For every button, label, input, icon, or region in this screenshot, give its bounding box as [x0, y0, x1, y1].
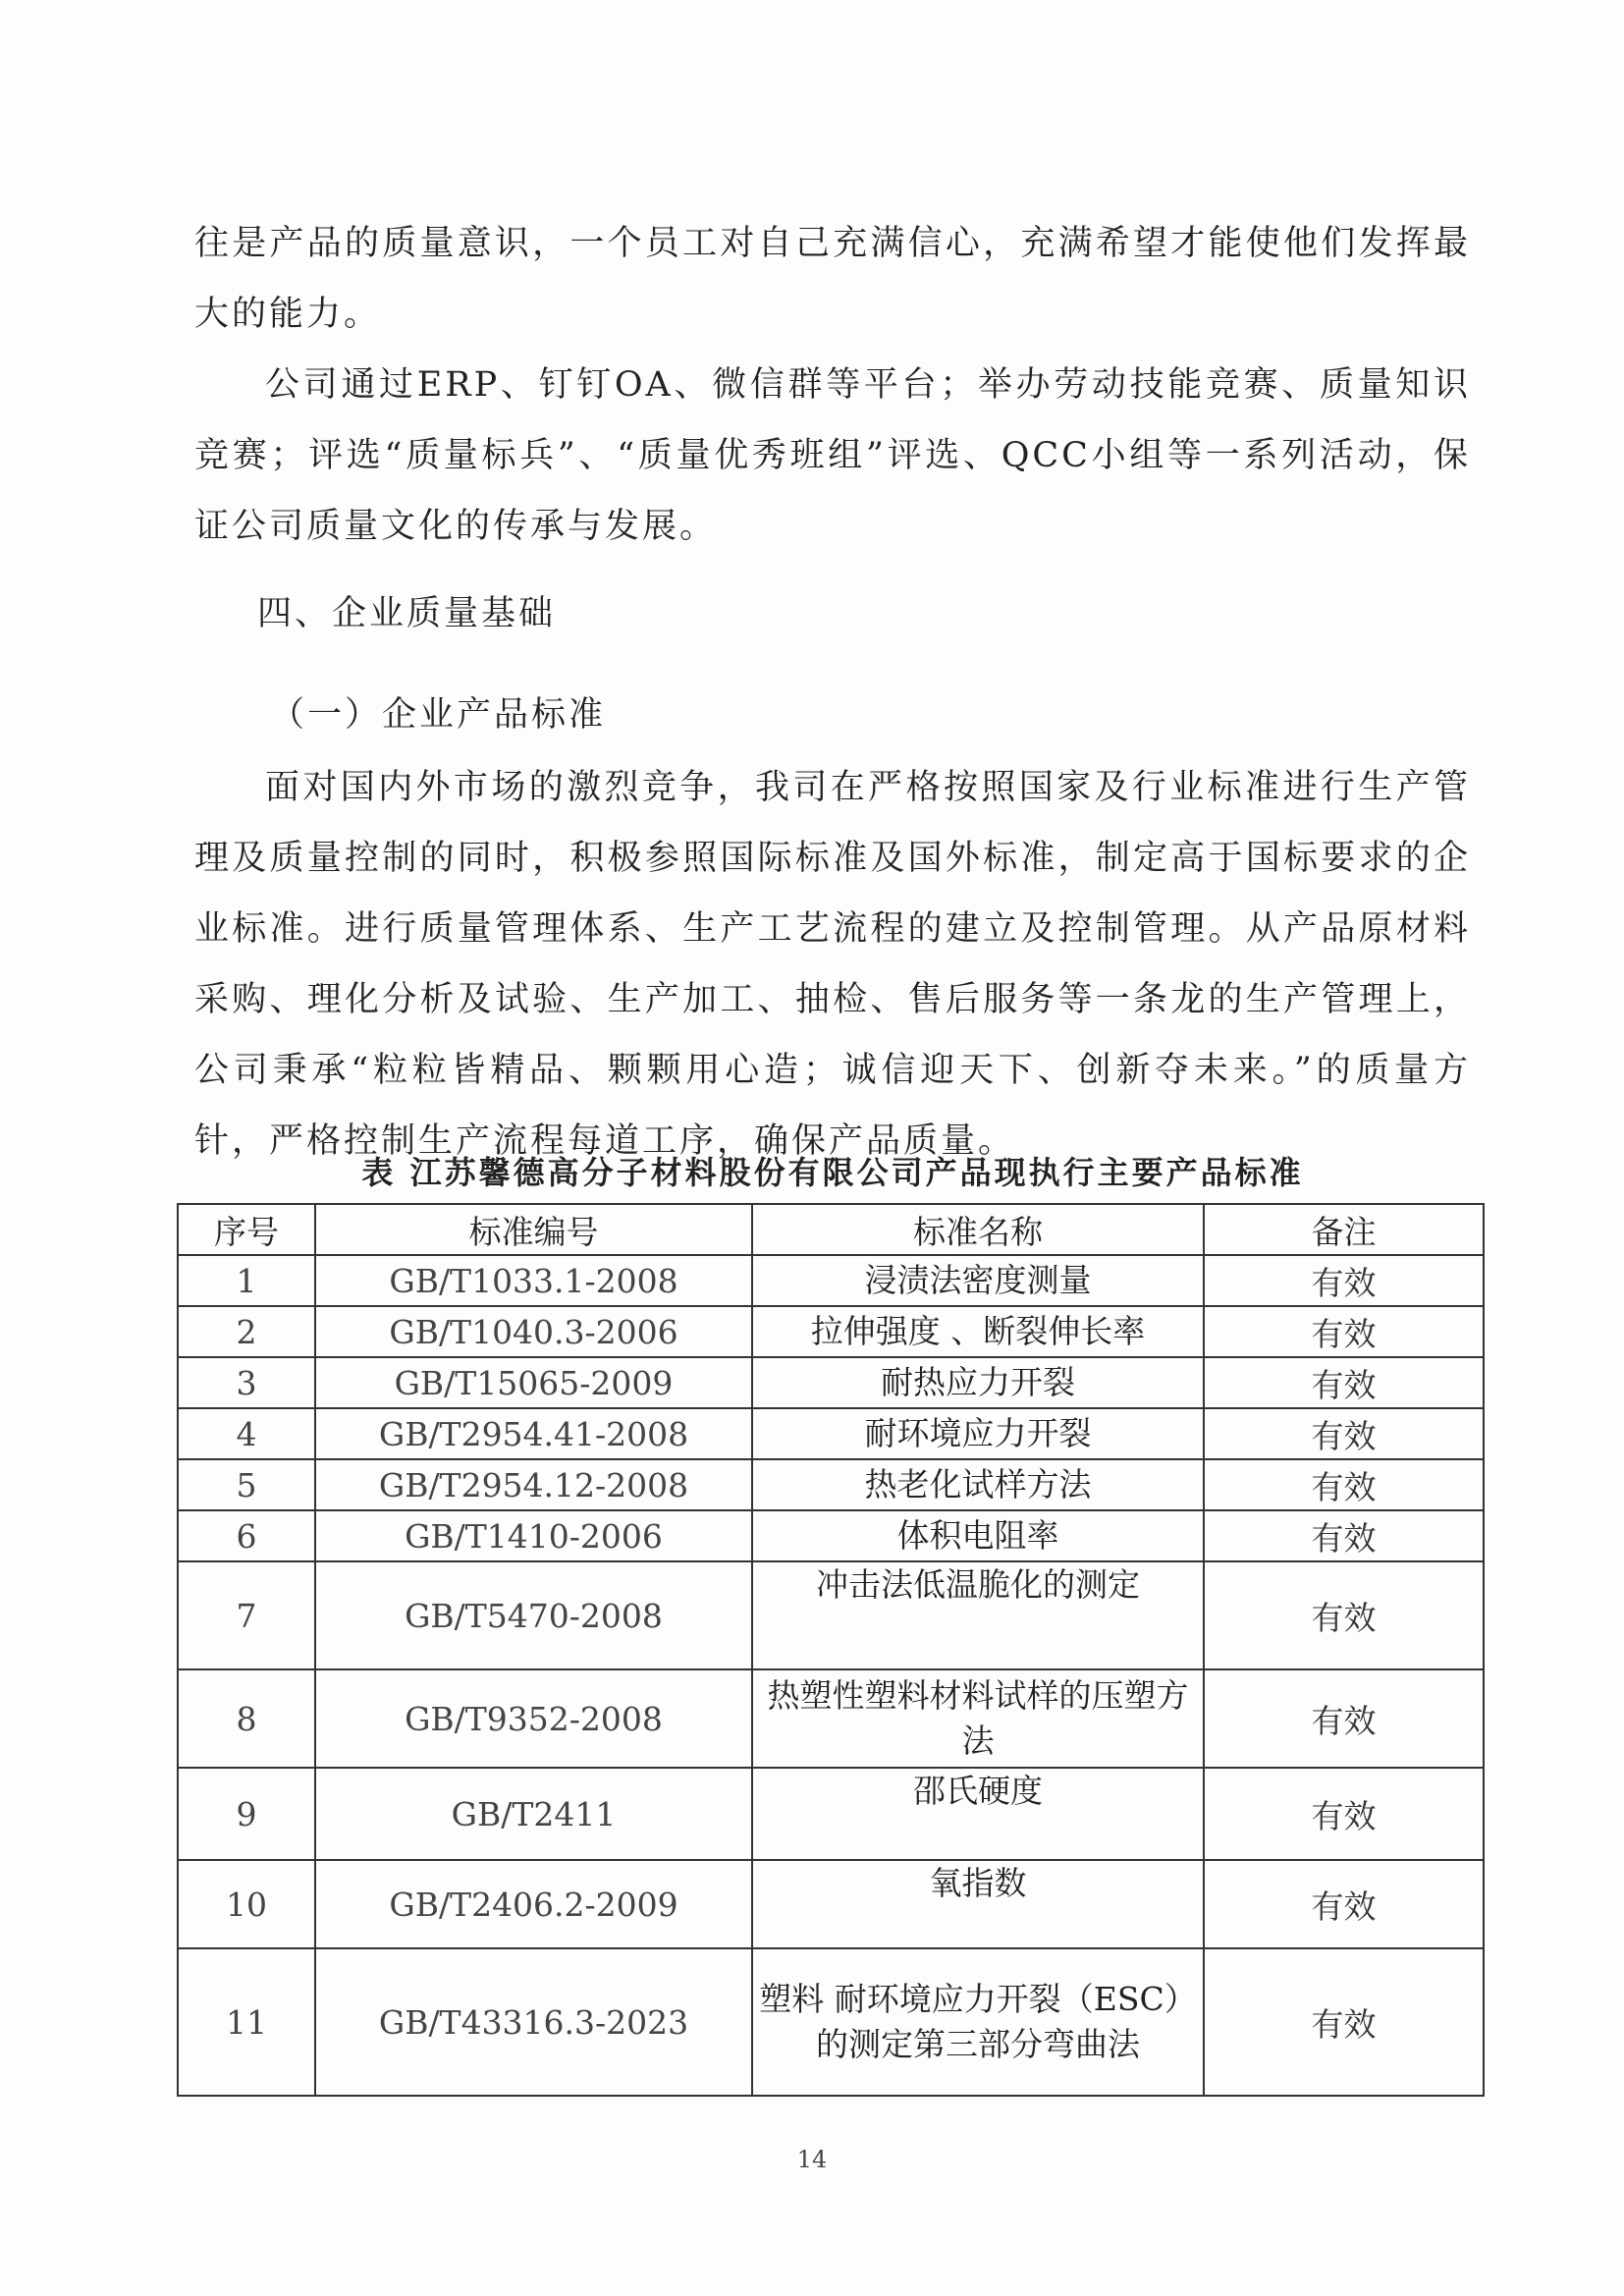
cell-no: 2 [178, 1306, 315, 1357]
standards-table [177, 1203, 1485, 2097]
paragraph-standards: 面对国内外市场的激烈竞争，我司在严格按照国家及行业标准进行生产管理及质量控制的同时，积极参照国际标准及国外标准，制定高于国标要求的企业标准。进行质量管理体系、生产工艺流程的建立及控制管理。从产品原材料采购、理化分析及试验、生产加工、抽检、售后服务等一条龙的生产管理上，公司秉承“粒粒皆精品、颗颗用心造；诚信迎天下、创新夺未来。”的质量方针，严格控制生产流程每道工序，确保产品质量。 [194, 768, 1471, 1161]
cell-remark: 有效 [1204, 1357, 1484, 1408]
cell-remark: 有效 [1204, 1255, 1484, 1306]
cell-remark: 有效 [1204, 1860, 1484, 1948]
cell-code: GB/T2411 [315, 1768, 752, 1860]
cell-remark: 有效 [1204, 1306, 1484, 1357]
cell-no: 7 [178, 1561, 315, 1669]
table-header-row [178, 1204, 1484, 1255]
cell-name: 耐环境应力开裂 [752, 1408, 1204, 1459]
cell-code: GB/T2406.2-2009 [315, 1860, 752, 1948]
cell-remark: 有效 [1204, 1561, 1484, 1669]
cell-name: 热老化试样方法 [752, 1459, 1204, 1510]
cell-name: 热塑性塑料材料试样的压塑方法 [752, 1669, 1204, 1768]
table-row [178, 1768, 1484, 1860]
section-heading: 四、企业质量基础 [257, 594, 557, 633]
header-remark: 备注 [1204, 1204, 1484, 1255]
table-row [178, 1948, 1484, 2096]
cell-remark: 有效 [1204, 1459, 1484, 1510]
cell-name: 浸渍法密度测量 [752, 1255, 1204, 1306]
subsection-heading: （一）企业产品标准 [270, 695, 607, 735]
table-row [178, 1860, 1484, 1948]
cell-name: 拉伸强度 、断裂伸长率 [752, 1306, 1204, 1357]
cell-remark: 有效 [1204, 1669, 1484, 1768]
cell-code: GB/T9352-2008 [315, 1669, 752, 1768]
cell-no: 1 [178, 1255, 315, 1306]
cell-name: 冲击法低温脆化的测定 [752, 1561, 1204, 1669]
cell-no: 3 [178, 1357, 315, 1408]
cell-name: 氧指数 [752, 1860, 1204, 1948]
cell-remark: 有效 [1204, 1948, 1484, 2096]
paragraph-activities: 公司通过ERP、钉钉OA、微信群等平台；举办劳动技能竞赛、质量知识竞赛；评选“质量标兵”、“质量优秀班组”评选、QCC小组等一系列活动，保证公司质量文化的传承与发展。 [194, 365, 1471, 546]
cell-no: 9 [178, 1768, 315, 1860]
header-name: 标准名称 [752, 1204, 1204, 1255]
table-caption: 表 江苏馨德高分子材料股份有限公司产品现执行主要产品标准 [361, 1154, 1304, 1191]
cell-code: GB/T15065-2009 [315, 1357, 752, 1408]
cell-remark: 有效 [1204, 1510, 1484, 1561]
cell-no: 10 [178, 1860, 315, 1948]
table-row [178, 1255, 1484, 1306]
cell-no: 4 [178, 1408, 315, 1459]
header-no: 序号 [178, 1204, 315, 1255]
table-row [178, 1408, 1484, 1459]
table-row [178, 1357, 1484, 1408]
cell-no: 11 [178, 1948, 315, 2096]
cell-no: 5 [178, 1459, 315, 1510]
cell-no: 6 [178, 1510, 315, 1561]
cell-code: GB/T5470-2008 [315, 1561, 752, 1669]
cell-code: GB/T43316.3-2023 [315, 1948, 752, 2096]
cell-code: GB/T2954.41-2008 [315, 1408, 752, 1459]
table-row [178, 1669, 1484, 1768]
page-number: 14 [796, 2146, 828, 2173]
cell-remark: 有效 [1204, 1768, 1484, 1860]
cell-no: 8 [178, 1669, 315, 1768]
cell-remark: 有效 [1204, 1408, 1484, 1459]
table-row [178, 1306, 1484, 1357]
table-row [178, 1510, 1484, 1561]
cell-code: GB/T2954.12-2008 [315, 1459, 752, 1510]
cell-name: 邵氏硬度 [752, 1768, 1204, 1860]
cell-code: GB/T1033.1-2008 [315, 1255, 752, 1306]
cell-code: GB/T1410-2006 [315, 1510, 752, 1561]
header-code: 标准编号 [315, 1204, 752, 1255]
cell-name: 塑料 耐环境应力开裂（ESC）的测定第三部分弯曲法 [752, 1948, 1204, 2096]
table-row [178, 1459, 1484, 1510]
table-row [178, 1561, 1484, 1669]
cell-name: 体积电阻率 [752, 1510, 1204, 1561]
paragraph-continued: 往是产品的质量意识，一个员工对自己充满信心，充满希望才能使他们发挥最大的能力。 [194, 224, 1471, 334]
cell-name: 耐热应力开裂 [752, 1357, 1204, 1408]
cell-code: GB/T1040.3-2006 [315, 1306, 752, 1357]
